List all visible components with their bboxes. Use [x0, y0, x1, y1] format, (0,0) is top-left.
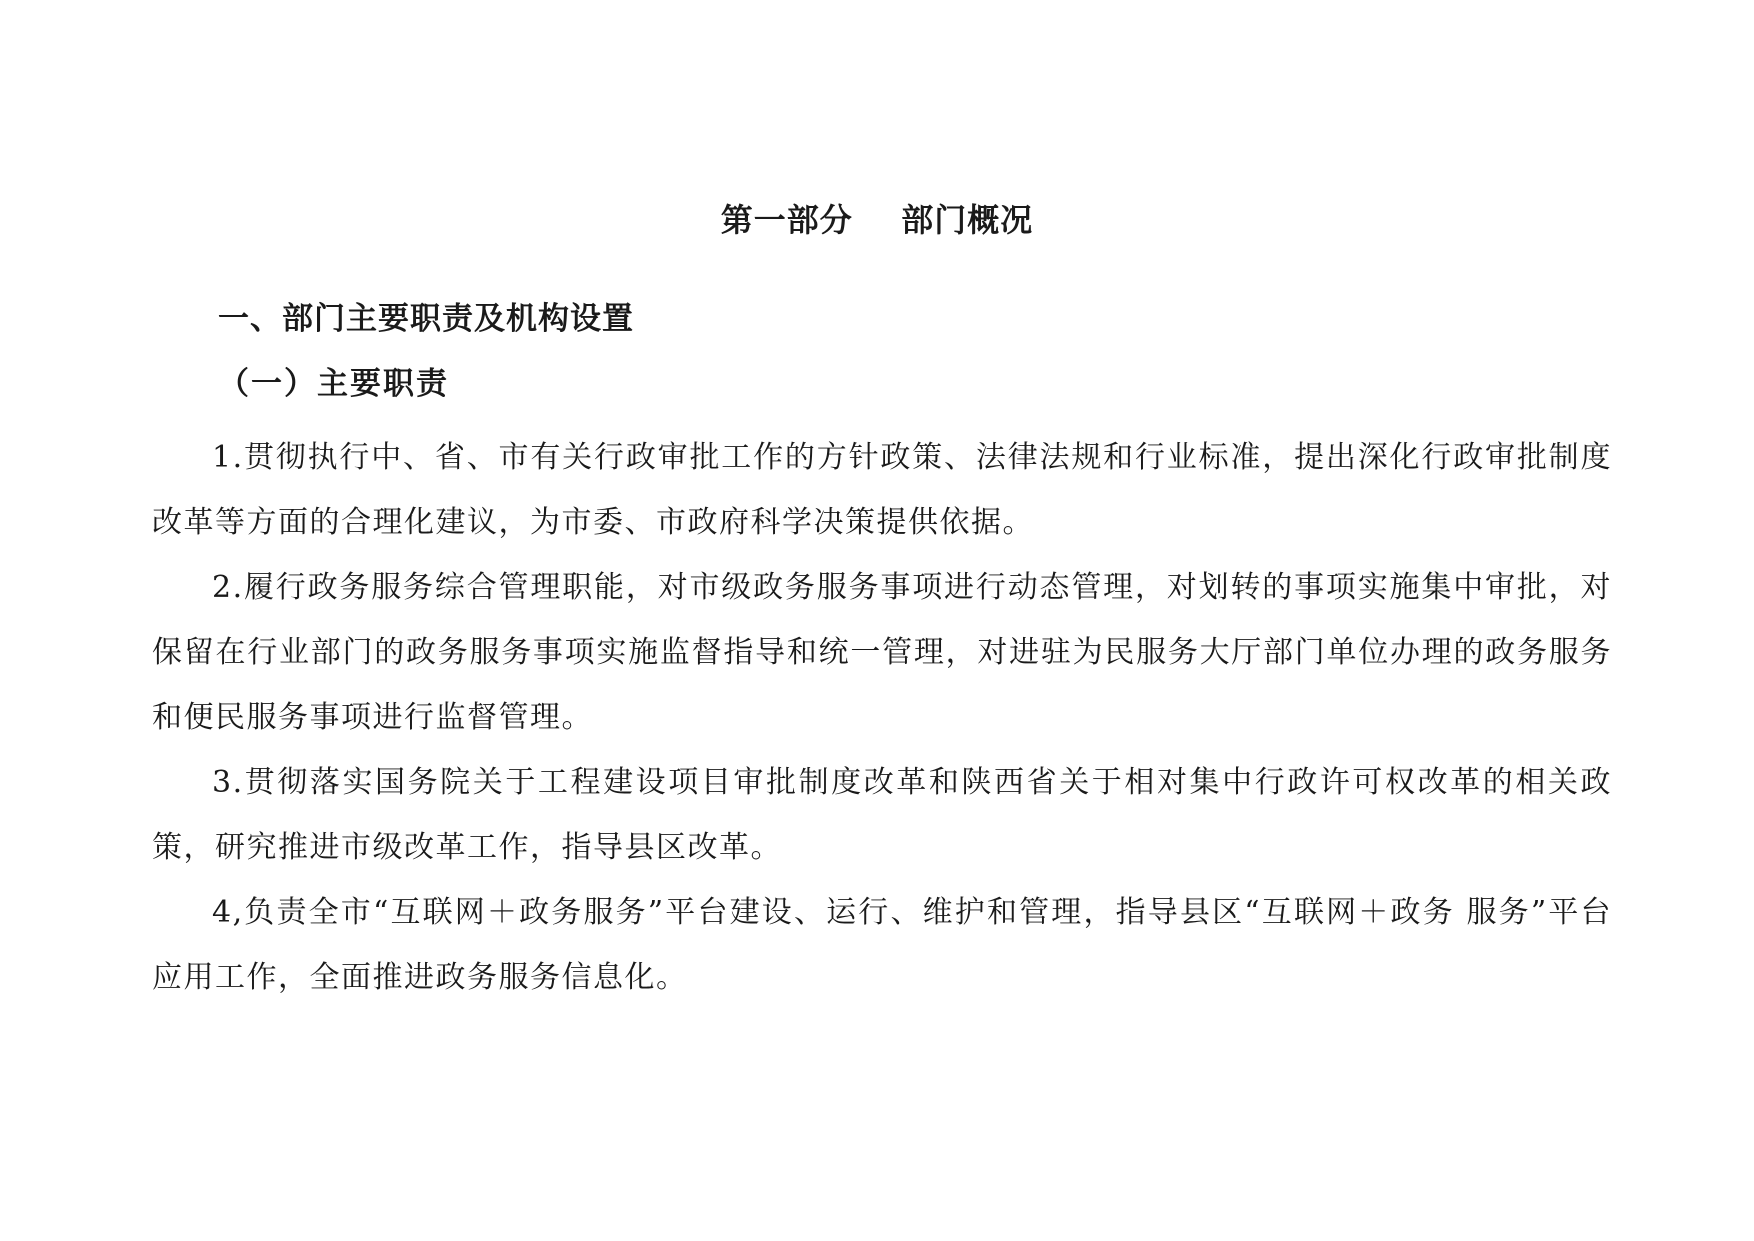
page-title: 第一部分 部门概况	[720, 201, 1034, 239]
paragraph-duty-4: 4,负责全市“互联网＋政务服务”平台建设、运行、维护和管理，指导县区“互联网＋政务 服务”平台应用工作，全面推进政务服务信息化。	[152, 895, 1612, 995]
section-heading: 一、部门主要职责及机构设置	[218, 301, 634, 337]
body-text	[152, 425, 1612, 1010]
paragraph-duty-3: 3.贯彻落实国务院关于工程建设项目审批制度改革和陕西省关于相对集中行政许可权改革的相关政策，研究推进市级改革工作，指导县区改革。	[152, 765, 1612, 865]
paragraph-duty-1: 1.贯彻执行中、省、市有关行政审批工作的方针政策、法律法规和行业标准，提出深化行政审批制度改革等方面的合理化建议，为市委、市政府科学决策提供依据。	[152, 440, 1612, 540]
paragraph-duty-2: 2.履行政务服务综合管理职能，对市级政务服务事项进行动态管理，对划转的事项实施集中审批，对保留在行业部门的政务服务事项实施监督指导和统一管理，对进驻为民服务大厅部门单位办理的政务服务和便民服务事项进行监督管理。	[152, 570, 1612, 735]
subsection-heading: （一）主要职责	[218, 366, 449, 402]
